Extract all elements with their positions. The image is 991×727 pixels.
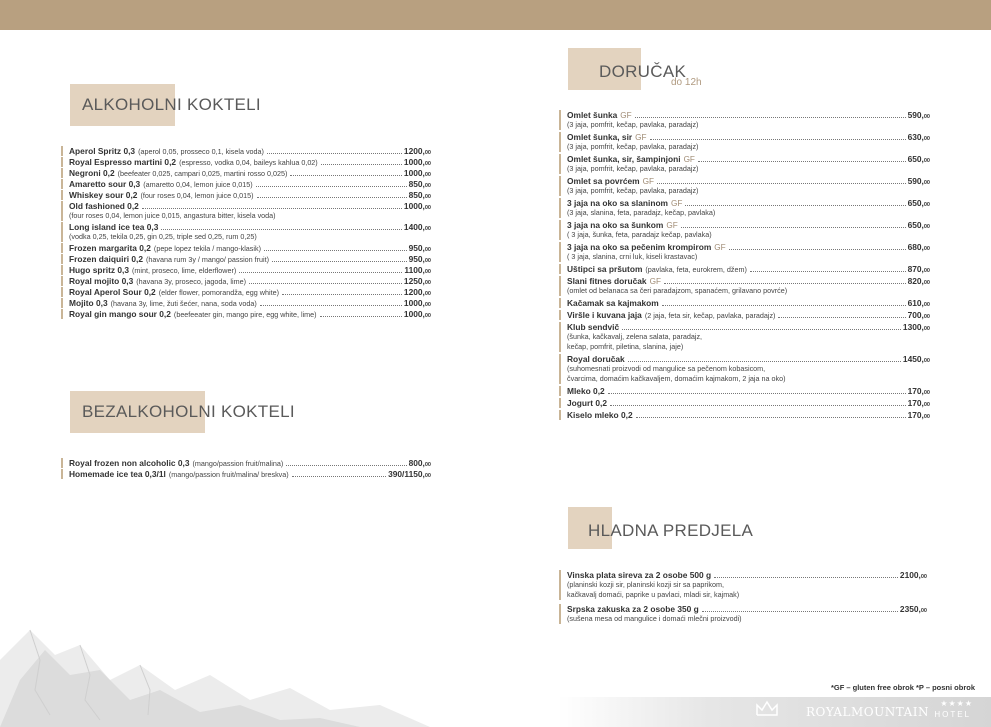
item-name: Royal doručak	[567, 354, 625, 364]
section-title-alkoholni: ALKOHOLNI KOKTELI	[70, 84, 270, 126]
dot-leader	[282, 294, 402, 295]
item-name: Kiselo mleko 0,2	[567, 410, 633, 420]
item-price: 1000,00	[403, 201, 431, 211]
item-price: 1250,00	[403, 276, 431, 286]
dot-leader	[320, 316, 402, 317]
gluten-free-tag: GF	[649, 277, 661, 286]
item-ingredients: kačkavalj domaći, paprike u pavlaci, mladi sir, kajmak)	[567, 590, 740, 599]
section-title-hladna: HLADNA PREDJELA	[568, 507, 798, 549]
item-price: 590,00	[907, 110, 930, 120]
menu-item	[559, 322, 930, 352]
item-ingredients: čvarcima, domaćim kačkavaljem, domaćim kajmakom, 2 jaja na oko)	[567, 374, 786, 383]
item-description: (amaretto 0,04, lemon juice 0,015)	[143, 180, 253, 189]
dot-leader	[636, 417, 906, 418]
item-description: (aperol 0,05, prosseco 0,1, kisela voda)	[138, 147, 264, 156]
dot-leader	[681, 227, 906, 228]
item-name: Negroni 0,2	[69, 168, 115, 178]
dot-leader	[321, 164, 402, 165]
item-price: 1000,00	[403, 298, 431, 308]
item-name: Srpska zakuska za 2 osobe 350 g	[567, 604, 699, 614]
mountain-illustration	[0, 620, 430, 727]
item-name: Mojito 0,3	[69, 298, 108, 308]
item-price: 590,00	[907, 176, 930, 186]
item-name: Royal Espresso martini 0,2	[69, 157, 177, 167]
item-price: 1000,00	[403, 309, 431, 319]
brand-logo: ROYALMOUNTAIN	[806, 705, 929, 719]
menu-item	[559, 220, 930, 240]
menu-item	[559, 604, 927, 624]
item-price: 1400,00	[403, 222, 431, 232]
dot-leader	[264, 250, 407, 251]
brand-hotel-label: HOTEL	[934, 710, 971, 719]
dot-leader	[608, 393, 906, 394]
menu-item	[61, 168, 431, 178]
dot-leader	[239, 272, 402, 273]
item-price: 170,00	[907, 398, 930, 408]
item-price: 1100,00	[404, 265, 431, 275]
item-ingredients: (sušena mesa od mangulice i domaći mlečni proizvodi)	[567, 614, 742, 623]
item-name: Omlet sa povrćem	[567, 176, 640, 186]
menu-item	[61, 146, 431, 156]
item-name: Amaretto sour 0,3	[69, 179, 141, 189]
item-ingredients: (3 jaja, pomfrit, kečap, pavlaka, paradajz)	[567, 164, 699, 173]
dot-leader	[610, 405, 906, 406]
menu-item	[559, 132, 930, 152]
item-ingredients: kečap, pomfrit, piletina, slanina, jaje)	[567, 342, 684, 351]
item-name: Royal mojito 0,3	[69, 276, 134, 286]
item-ingredients: (šunka, kačkavalj, zelena salata, paradajz,	[567, 332, 703, 341]
dot-leader	[290, 175, 401, 176]
dot-leader	[685, 205, 905, 206]
menu-item	[559, 154, 930, 174]
item-description: (pavlaka, feta, eurokrem, džem)	[645, 265, 747, 274]
crown-icon	[755, 700, 779, 718]
item-price: 650,00	[907, 198, 930, 208]
item-description: (mint, proseco, lime, elderflower)	[132, 266, 237, 275]
menu-item	[559, 298, 930, 308]
item-ingredients: (four roses 0,04, lemon juice 0,015, angastura bitter, kisela voda)	[69, 211, 276, 220]
item-description: (four roses 0,04, lemon juice 0,015)	[140, 191, 254, 200]
item-name: Frozen daiquiri 0,2	[69, 254, 143, 264]
item-description: (elder flower, pomorandža, egg white)	[158, 288, 279, 297]
item-price: 700,00	[907, 310, 930, 320]
item-description: (beefeeater gin, mango pire, egg white, lime)	[173, 310, 317, 319]
menu-item	[61, 298, 431, 308]
item-price: 850,00	[408, 179, 431, 189]
item-price: 800,00	[408, 458, 431, 468]
item-price: 950,00	[408, 243, 431, 253]
item-name: 3 jaja na oko sa slaninom	[567, 198, 669, 208]
dot-leader	[628, 361, 901, 362]
item-name: 3 jaja na oko sa pečenim krompirom	[567, 242, 712, 252]
menu-item	[61, 276, 431, 286]
dot-leader	[662, 305, 906, 306]
item-ingredients: (vodka 0,25, tekila 0,25, gin 0,25, triple sed 0,25, rum 0,25)	[69, 232, 257, 241]
item-name: Royal frozen non alcoholic 0,3	[69, 458, 190, 468]
dot-leader	[161, 229, 402, 230]
item-name: Klub sendvič	[567, 322, 620, 332]
item-ingredients: ( 3 jaja, slanina, crni luk, kiseli krastavac)	[567, 252, 698, 261]
item-name: Long island ice tea 0,3	[69, 222, 159, 232]
item-price: 1450,00	[902, 354, 930, 364]
menu-item	[61, 179, 431, 189]
item-price: 1200,00	[403, 287, 431, 297]
dot-leader	[267, 153, 402, 154]
item-name: 3 jaja na oko sa šunkom	[567, 220, 664, 230]
menu-item	[61, 157, 431, 167]
item-name: Omlet šunka, sir	[567, 132, 633, 142]
gluten-free-tag: GF	[671, 199, 683, 208]
menu-item	[559, 570, 927, 600]
item-name: Royal Aperol Sour 0,2	[69, 287, 156, 297]
item-price: 630,00	[907, 132, 930, 142]
item-description: (havana 3y, proseco, jagoda, lime)	[136, 277, 246, 286]
item-ingredients: (suhomesnati proizvodi od mangulice sa pečenom kobasicom,	[567, 364, 766, 373]
menu-alkoholni	[61, 146, 431, 320]
menu-item	[61, 265, 431, 275]
menu-item	[559, 242, 930, 262]
item-name: Slani fitnes doručak	[567, 276, 647, 286]
dot-leader	[622, 329, 901, 330]
item-price: 1200,00	[403, 146, 431, 156]
gluten-free-tag: GF	[635, 133, 647, 142]
menu-item	[559, 310, 930, 320]
item-price: 390/1150,00	[388, 469, 431, 479]
menu-item	[559, 110, 930, 130]
dot-leader	[778, 317, 905, 318]
item-name: Aperol Spritz 0,3	[69, 146, 136, 156]
item-ingredients: (omlet od belanaca sa čeri paradajzom, spanaćem, grilavano povrće)	[567, 286, 788, 295]
menu-hladna-predjela	[559, 570, 927, 628]
menu-item	[559, 354, 930, 384]
item-price: 650,00	[907, 154, 930, 164]
item-ingredients: (3 jaja, slanina, feta, paradajz, kečap, pavlaka)	[567, 208, 716, 217]
item-name: Hugo spritz 0,3	[69, 265, 130, 275]
gluten-free-tag: GF	[642, 177, 654, 186]
menu-item	[61, 287, 431, 297]
dot-leader	[650, 139, 906, 140]
menu-item	[61, 254, 431, 264]
menu-item	[559, 276, 930, 296]
dot-leader	[257, 197, 407, 198]
item-price: 2350,00	[899, 604, 927, 614]
dot-leader	[256, 186, 407, 187]
dot-leader	[698, 161, 906, 162]
item-description: (beefeater 0,025, campari 0,025, martini rosso 0,025)	[117, 169, 288, 178]
item-ingredients: (3 jaja, pomfrit, kečap, pavlaka, paradajz)	[567, 186, 699, 195]
item-description: (2 jaja, feta sir, kečap, pavlaka, paradajz)	[644, 311, 776, 320]
item-price: 850,00	[408, 190, 431, 200]
item-price: 870,00	[907, 264, 930, 274]
item-name: Mleko 0,2	[567, 386, 605, 396]
menu-item	[61, 458, 431, 468]
gluten-free-tag: GF	[683, 155, 695, 164]
dot-leader	[664, 283, 906, 284]
item-price: 2100,00	[899, 570, 927, 580]
menu-item	[61, 222, 431, 242]
menu-item	[559, 410, 930, 420]
dot-leader	[272, 261, 407, 262]
item-name: Frozen margarita 0,2	[69, 243, 151, 253]
item-name: Jogurt 0,2	[567, 398, 608, 408]
dot-leader	[260, 305, 402, 306]
item-ingredients: (planinski kozji sir, planinski kozji sir sa paprikom,	[567, 580, 724, 589]
item-name: Kačamak sa kajmakom	[567, 298, 659, 308]
item-price: 820,00	[907, 276, 930, 286]
item-description: (mango/passion fruit/malina)	[192, 459, 284, 468]
menu-item	[559, 198, 930, 218]
dot-leader	[635, 117, 906, 118]
item-name: Royal gin mango sour 0,2	[69, 309, 171, 319]
item-name: Old fashioned 0,2	[69, 201, 139, 211]
item-description: (pepe lopez tekila / mango-klasik)	[153, 244, 261, 253]
item-price: 1000,00	[403, 168, 431, 178]
section-title-bezalkoholni: BEZALKOHOLNI KOKTELI	[70, 391, 300, 433]
item-description: (mango/passion fruit/malina/ breskva)	[168, 470, 289, 479]
star-rating-icon: ★★★★	[940, 699, 973, 708]
dot-leader	[286, 465, 406, 466]
item-ingredients: ( 3 jaja, šunka, feta, paradajz kečap, pavlaka)	[567, 230, 712, 239]
menu-item	[61, 190, 431, 200]
dot-leader	[714, 577, 898, 578]
item-name: Vinska plata sireva za 2 osobe 500 g	[567, 570, 712, 580]
dot-leader	[249, 283, 402, 284]
menu-item	[559, 264, 930, 274]
menu-item	[61, 309, 431, 319]
item-price: 170,00	[907, 410, 930, 420]
item-price: 1000,00	[403, 157, 431, 167]
menu-dorucak	[559, 110, 930, 422]
item-price: 950,00	[408, 254, 431, 264]
dot-leader	[750, 271, 906, 272]
item-ingredients: (3 jaja, pomfrit, kečap, pavlaka, paradajz)	[567, 120, 699, 129]
menu-item	[559, 176, 930, 196]
item-name: Whiskey sour 0,2	[69, 190, 138, 200]
item-price: 650,00	[907, 220, 930, 230]
section-title-dorucak: DORUČAK do 12h	[568, 48, 768, 90]
gluten-free-tag: GF	[714, 243, 726, 252]
item-name: Omlet šunka, sir, šampinjoni	[567, 154, 681, 164]
item-price: 610,00	[907, 298, 930, 308]
item-price: 170,00	[907, 386, 930, 396]
item-price: 1300,00	[902, 322, 930, 332]
dot-leader	[729, 249, 906, 250]
menu-item	[61, 201, 431, 221]
item-price: 680,00	[907, 242, 930, 252]
item-description: (havana rum 3y / mango/ passion fruit)	[146, 255, 270, 264]
menu-item	[61, 243, 431, 253]
dot-leader	[292, 476, 386, 477]
menu-item	[559, 398, 930, 408]
item-name: Viršle i kuvana jaja	[567, 310, 642, 320]
dot-leader	[657, 183, 906, 184]
item-name: Uštipci sa pršutom	[567, 264, 643, 274]
menu-bezalkoholni	[61, 458, 431, 480]
item-description: (espresso, vodka 0,04, baileys kahlua 0,02)	[179, 158, 318, 167]
dot-leader	[702, 611, 898, 612]
item-name: Homemade ice tea 0,3/1l	[69, 469, 166, 479]
dot-leader	[142, 208, 402, 209]
item-ingredients: (3 jaja, pomfrit, kečap, pavlaka, paradajz)	[567, 142, 699, 151]
item-name: Omlet šunka	[567, 110, 618, 120]
menu-item	[559, 386, 930, 396]
top-bar	[0, 0, 991, 30]
gluten-free-tag: GF	[666, 221, 678, 230]
footnote: *GF – gluten free obrok *P – posni obrok	[830, 683, 975, 692]
menu-item	[61, 469, 431, 479]
gluten-free-tag: GF	[620, 111, 632, 120]
item-description: (havana 3y, lime, žuti šećer, nana, soda voda)	[110, 299, 257, 308]
